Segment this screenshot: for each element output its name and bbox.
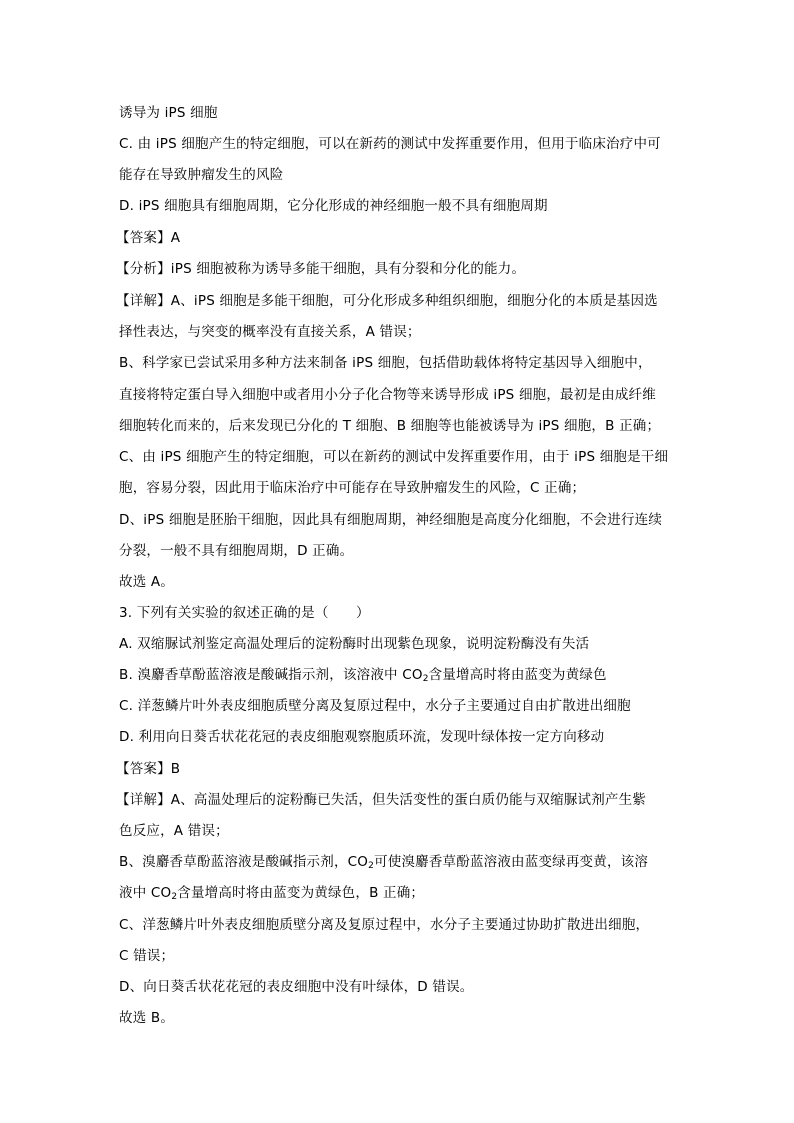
option-b-text [119, 666, 607, 684]
answer-label: 【答案】B [116, 761, 181, 777]
text-line: 择性表达，与突变的概率没有直接关系，A 错误； [119, 324, 421, 340]
conclusion-text: 故选 A。 [119, 574, 175, 590]
text-line: 胞，容易分裂，因此用于临床治疗中可能存在导致肿瘤发生的风险，C 正确； [119, 480, 586, 496]
answer-label: 【答案】A [116, 230, 181, 246]
text-line: 分裂，一般不具有细胞周期，D 正确。 [119, 543, 354, 559]
text-line: B、科学家已尝试采用多种方法来制备 iPS 细胞，包括借助载体将特定基因导入细胞中， [119, 355, 652, 371]
text-line: 直接将特定蛋白导入细胞中或者用小分子化合物等来诱导形成 iPS 细胞，最初是由成纤维 [119, 387, 656, 403]
conclusion-text: 故选 B。 [119, 1010, 175, 1026]
option-c-text: C. 由 iPS 细胞产生的特定细胞，可以在新药的测试中发挥重要作用，但用于临床治疗中可 [119, 136, 661, 152]
text-span: 含量增高时将由蓝变为黄绿色，B 正确； [177, 885, 425, 901]
option-a-text: A. 双缩脲试剂鉴定高温处理后的淀粉酶时出现紫色现象，说明淀粉酶没有失活 [119, 636, 590, 652]
subscript: 2 [368, 861, 375, 871]
text-line: 诱导为 iPS 细胞 [119, 105, 218, 121]
explanation-text: 【详解】A、iPS 细胞是多能干细胞，可分化形成多种组织细胞，细胞分化的本质是基因选 [116, 293, 658, 309]
text-span: 液中 CO [119, 885, 172, 901]
text-line: C 错误； [119, 948, 175, 964]
question-3-title: 3. 下列有关实验的叙述正确的是（ ） [119, 605, 370, 621]
option-d-text: D. iPS 细胞具有细胞周期，它分化形成的神经细胞一般不具有细胞周期 [119, 198, 548, 214]
text-line: 能存在导致肿瘤发生的风险 [119, 167, 284, 183]
text-span: 含量增高时将由蓝变为黄绿色 [428, 667, 607, 683]
text-line: 细胞转化而来的，后来发现已分化的 T 细胞、B 细胞等也能被诱导为 iPS 细胞，B 正确； [119, 418, 661, 434]
text-line: C、洋葱鳞片叶外表皮细胞质壁分离及复原过程中，水分子主要通过协助扩散进出细胞， [119, 917, 650, 933]
text-span: B、溴麝香草酚蓝溶液是酸碱指示剂，CO [119, 854, 369, 870]
subscript: 2 [171, 892, 178, 902]
option-d-text: D. 利用向日葵舌状花花冠的表皮细胞观察胞质环流，发现叶绿体按一定方向移动 [119, 729, 605, 745]
text-line [119, 884, 424, 902]
text-line: D、iPS 细胞是胚胎干细胞，因此具有细胞周期，神经细胞是高度分化细胞，不会进行连续 [119, 512, 663, 528]
option-c-text: C. 洋葱鳞片叶外表皮细胞质壁分离及复原过程中，水分子主要通过自由扩散进出细胞 [119, 698, 631, 714]
text-span: B. 溴麝香草酚蓝溶液是酸碱指示剂，该溶液中 CO [119, 667, 423, 683]
text-line: 色反应，A 错误； [119, 823, 229, 839]
text-span: 可使溴麝香草酚蓝溶液由蓝变绿再变黄，该溶 [374, 854, 649, 870]
text-line [119, 853, 648, 871]
text-line: D、向日葵舌状花花冠的表皮细胞中没有叶绿体，D 错误。 [119, 979, 474, 995]
text-line: C、由 iPS 细胞产生的特定细胞，可以在新药的测试中发挥重要作用，由于 iPS 细胞是干细 [119, 449, 669, 465]
subscript: 2 [422, 674, 429, 684]
analysis-text: 【分析】iPS 细胞被称为诱导多能干细胞，具有分裂和分化的能力。 [116, 261, 526, 277]
explanation-text: 【详解】A、高温处理后的淀粉酶已失活，但失活变性的蛋白质仍能与双缩脲试剂产生紫 [116, 792, 647, 808]
